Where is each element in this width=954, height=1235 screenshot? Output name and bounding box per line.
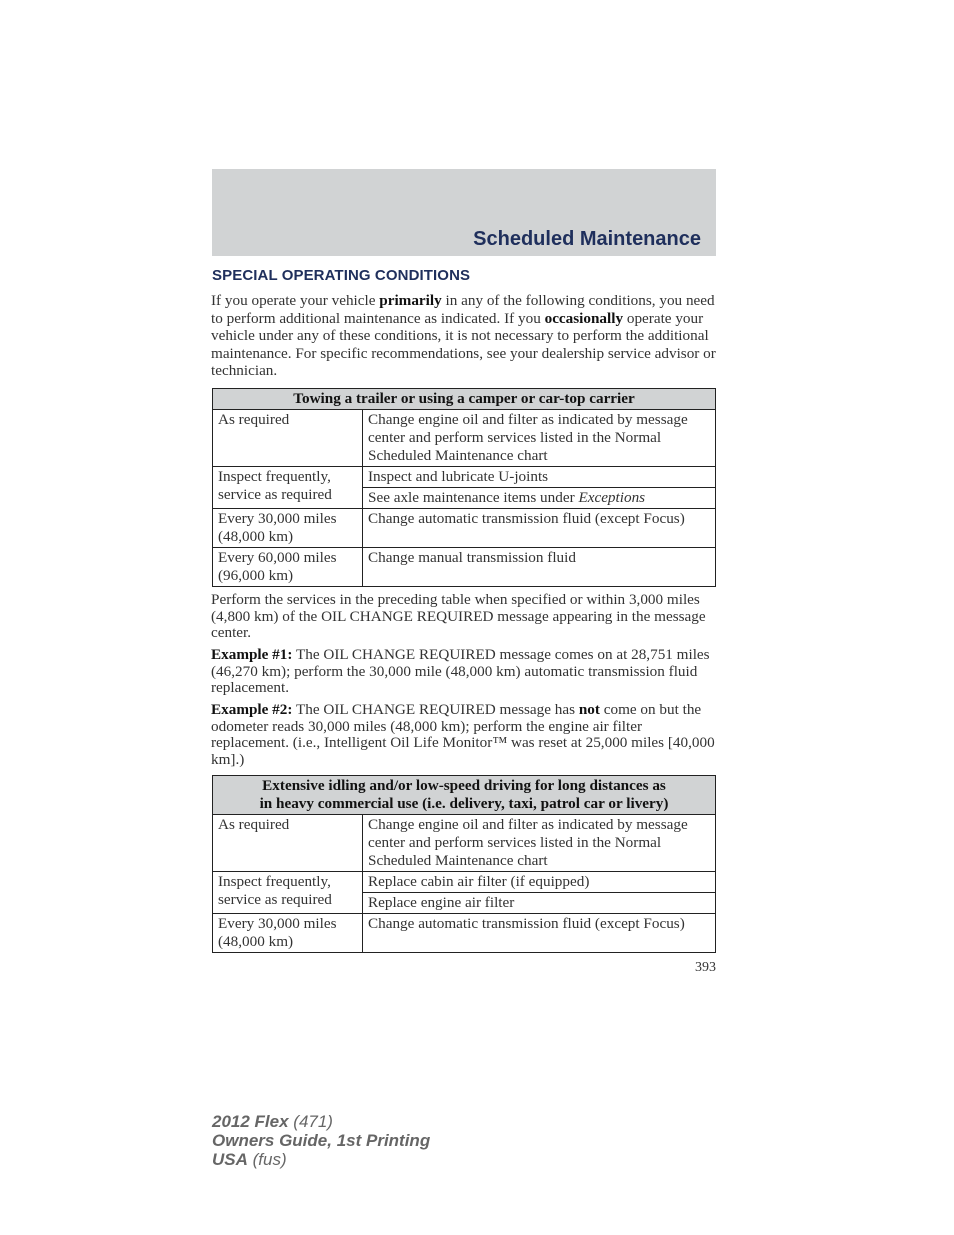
example-1-text: The OIL CHANGE REQUIRED message comes on at 28,751 miles (46,270 km); perform the 30,000 mile (48,000 km) automatic transmission fluid replacement.	[211, 646, 710, 696]
footer-printing: Owners Guide, 1st Printing	[212, 1131, 431, 1150]
intro-text-2: in any of the following conditions, you need to perform additional maintenance as indicated. If you	[211, 292, 715, 327]
service-cell: Change engine oil and filter as indicated by message center and perform services listed in the Normal Scheduled Maintenance chart	[363, 815, 716, 872]
service-cell: Replace engine air filter	[363, 893, 716, 914]
footer-line-3	[212, 1150, 430, 1169]
service-cell: Change automatic transmission fluid (except Focus)	[363, 509, 716, 548]
service-cell	[363, 488, 716, 509]
intro-bold-primarily: primarily	[379, 292, 442, 309]
footer-market-code: (fus)	[247, 1150, 287, 1169]
section-heading: SPECIAL OPERATING CONDITIONS	[212, 267, 471, 284]
idling-maintenance-table	[212, 775, 716, 953]
idling-title-line-2: in heavy commercial use (i.e. delivery, taxi, patrol car or livery)	[259, 795, 669, 812]
intro-paragraph	[211, 292, 717, 380]
intro-text-3: operate your vehicle under any of these conditions, it is not necessary to perform the additional maintenance. For specific recommendations, see your dealership service advisor or technician.	[211, 309, 716, 380]
example-2-label: Example #2:	[211, 701, 293, 718]
interval-cell: Inspect frequently, service as required	[213, 872, 363, 914]
interval-cell: Inspect frequently, service as required	[213, 467, 363, 509]
service-cell: Inspect and lubricate U-joints	[363, 467, 716, 488]
idling-table-title	[213, 776, 716, 815]
footer-line-1	[212, 1112, 430, 1131]
example-2-paragraph	[211, 702, 717, 768]
service-cell: Replace cabin air filter (if equipped)	[363, 872, 716, 893]
footer-model: 2012 Flex	[212, 1112, 289, 1131]
table-row	[213, 914, 716, 953]
intro-bold-occasionally: occasionally	[544, 309, 624, 327]
intro-text-1: If you operate your vehicle	[211, 292, 380, 309]
towing-maintenance-table	[212, 388, 716, 587]
page-number: 393	[695, 960, 716, 975]
service-cell: Change manual transmission fluid	[363, 548, 716, 587]
service-text: See axle maintenance items under	[368, 489, 579, 506]
example-2-bold-not: not	[578, 701, 600, 718]
example-1-label: Example #1:	[211, 646, 293, 663]
footer-market: USA	[212, 1150, 248, 1169]
idling-title-line-1: Extensive idling and/or low-speed driving for long distances as	[262, 777, 666, 794]
table-row	[213, 410, 716, 467]
table-row	[213, 548, 716, 587]
footer-line-2	[212, 1131, 430, 1150]
chapter-header-band	[212, 169, 716, 256]
interval-cell: Every 30,000 miles (48,000 km)	[213, 914, 363, 953]
service-cell: Change automatic transmission fluid (except Focus)	[363, 914, 716, 953]
example-2-text-1: The OIL CHANGE REQUIRED message has	[292, 701, 579, 718]
footer-model-code: (471)	[288, 1112, 333, 1131]
exceptions-italic-text: Exceptions	[578, 489, 646, 506]
service-cell: Change engine oil and filter as indicated by message center and perform services listed in the Normal Scheduled Maintenance chart	[363, 410, 716, 467]
print-footer	[212, 1112, 430, 1169]
table-row	[213, 509, 716, 548]
example-2-text-2: come on but the odometer reads 30,000 miles (48,000 km); perform the engine air filter replacement. (i.e., Intelligent Oil Life Monitor™ was reset at 25,000 miles [40,000 km].)	[211, 701, 715, 768]
table-row	[213, 815, 716, 872]
table-row	[213, 467, 716, 488]
chapter-title: Scheduled Maintenance	[473, 228, 701, 250]
example-1-paragraph	[211, 647, 717, 697]
interval-cell: Every 60,000 miles (96,000 km)	[213, 548, 363, 587]
interval-cell: As required	[213, 410, 363, 467]
interval-cell: As required	[213, 815, 363, 872]
table-row	[213, 872, 716, 893]
interval-cell: Every 30,000 miles (48,000 km)	[213, 509, 363, 548]
after-table-paragraph: Perform the services in the preceding table when specified or within 3,000 miles (4,800 km) of the OIL CHANGE REQUIRED message appearing in the message center.	[211, 591, 706, 641]
towing-table-title: Towing a trailer or using a camper or car-top carrier	[213, 389, 716, 410]
